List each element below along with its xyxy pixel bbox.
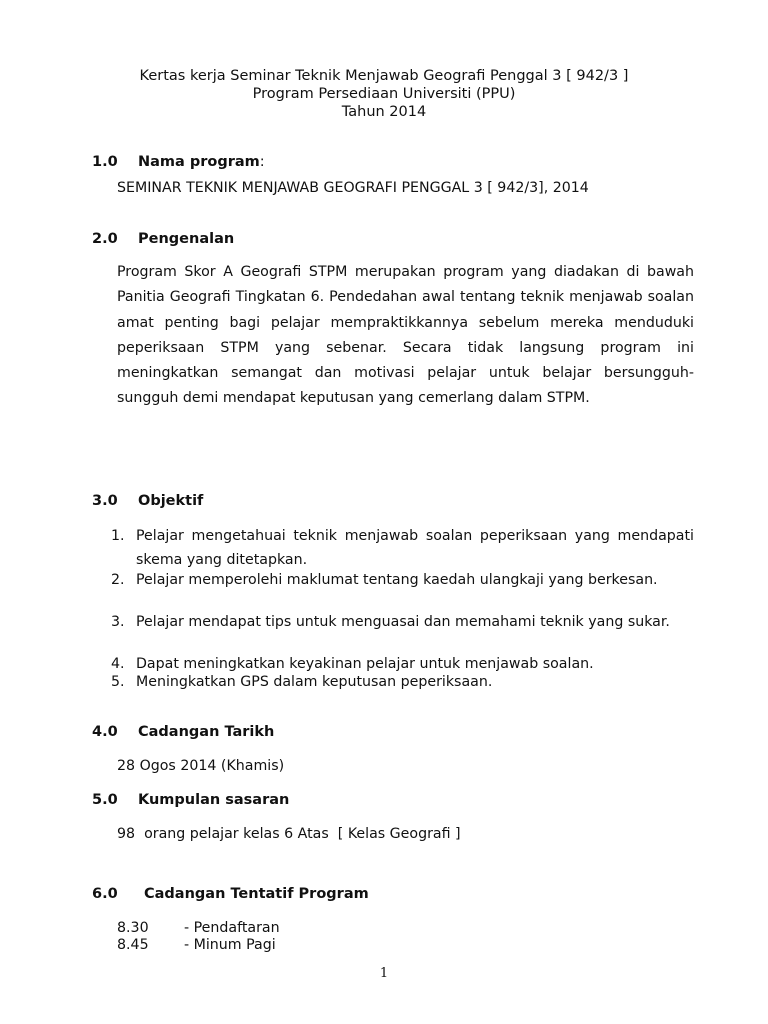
document-title-line-3: Tahun 2014 — [341, 104, 427, 120]
objective-number: 1. — [111, 528, 125, 544]
objective-item: Pelajar memperolehi maklumat tentang kaedah ulangkaji yang berkesan. — [136, 572, 658, 588]
target-group: 98 orang pelajar kelas 6 Atas [ Kelas Geografi ] — [117, 826, 461, 842]
program-name: SEMINAR TEKNIK MENJAWAB GEOGRAFI PENGGAL 3 [ 942/3], 2014 — [117, 180, 589, 196]
page-number: 1 — [379, 966, 389, 981]
objective-number: 3. — [111, 614, 125, 630]
section-5-number: 5.0 — [92, 792, 118, 808]
section-1-title: Nama program — [138, 154, 260, 170]
section-4-title: Cadangan Tarikh — [138, 724, 275, 740]
section-3-title: Objektif — [138, 493, 204, 509]
schedule-time: 8.45 — [117, 937, 149, 953]
document-title-line-1: Kertas kerja Seminar Teknik Menjawab Geografi Penggal 3 [ 942/3 ] — [139, 68, 629, 84]
section-1-colon: : — [259, 154, 265, 170]
section-2-title: Pengenalan — [138, 231, 235, 247]
section-6-title: Cadangan Tentatif Program — [144, 886, 369, 902]
proposed-date: 28 Ogos 2014 (Khamis) — [117, 758, 285, 774]
objective-item: Meningkatkan GPS dalam keputusan peperiksaan. — [136, 674, 493, 690]
section-2-number: 2.0 — [92, 231, 118, 247]
objective-item: Pelajar mendapat tips untuk menguasai dan memahami teknik yang sukar. — [136, 614, 670, 630]
document-title-line-2: Program Persediaan Universiti (PPU) — [252, 86, 516, 102]
section-4-number: 4.0 — [92, 724, 118, 740]
objective-item: Dapat meningkatkan keyakinan pelajar untuk menjawab soalan. — [136, 656, 594, 672]
section-1-heading — [138, 154, 265, 170]
introduction-paragraph: Program Skor A Geografi STPM merupakan program yang diadakan di bawah Panitia Geografi Tingkatan 6. Pendedahan awal tentang teknik menjawab soalan amat penting bagi pelajar mempraktikkannya sebelum mereka menduduki peperiksaan STPM yang sebenar. Secara tidak langsung program ini meningkatkan semangat dan motivasi pelajar untuk belajar bersungguh-sungguh demi mendapat keputusan yang cemerlang dalam STPM. — [117, 264, 694, 407]
schedule-time: 8.30 — [117, 920, 149, 936]
section-3-number: 3.0 — [92, 493, 118, 509]
objective-item: Pelajar mengetahuai teknik menjawab soalan peperiksaan yang mendapati skema yang ditetapkan. — [136, 528, 694, 568]
schedule-activity: - Pendaftaran — [184, 920, 280, 936]
objective-number: 2. — [111, 572, 125, 588]
objective-number: 4. — [111, 656, 125, 672]
objective-number: 5. — [111, 674, 125, 690]
section-1-number: 1.0 — [92, 154, 118, 170]
section-5-title: Kumpulan sasaran — [138, 792, 290, 808]
schedule-activity: - Minum Pagi — [184, 937, 276, 953]
section-6-number: 6.0 — [92, 886, 118, 902]
